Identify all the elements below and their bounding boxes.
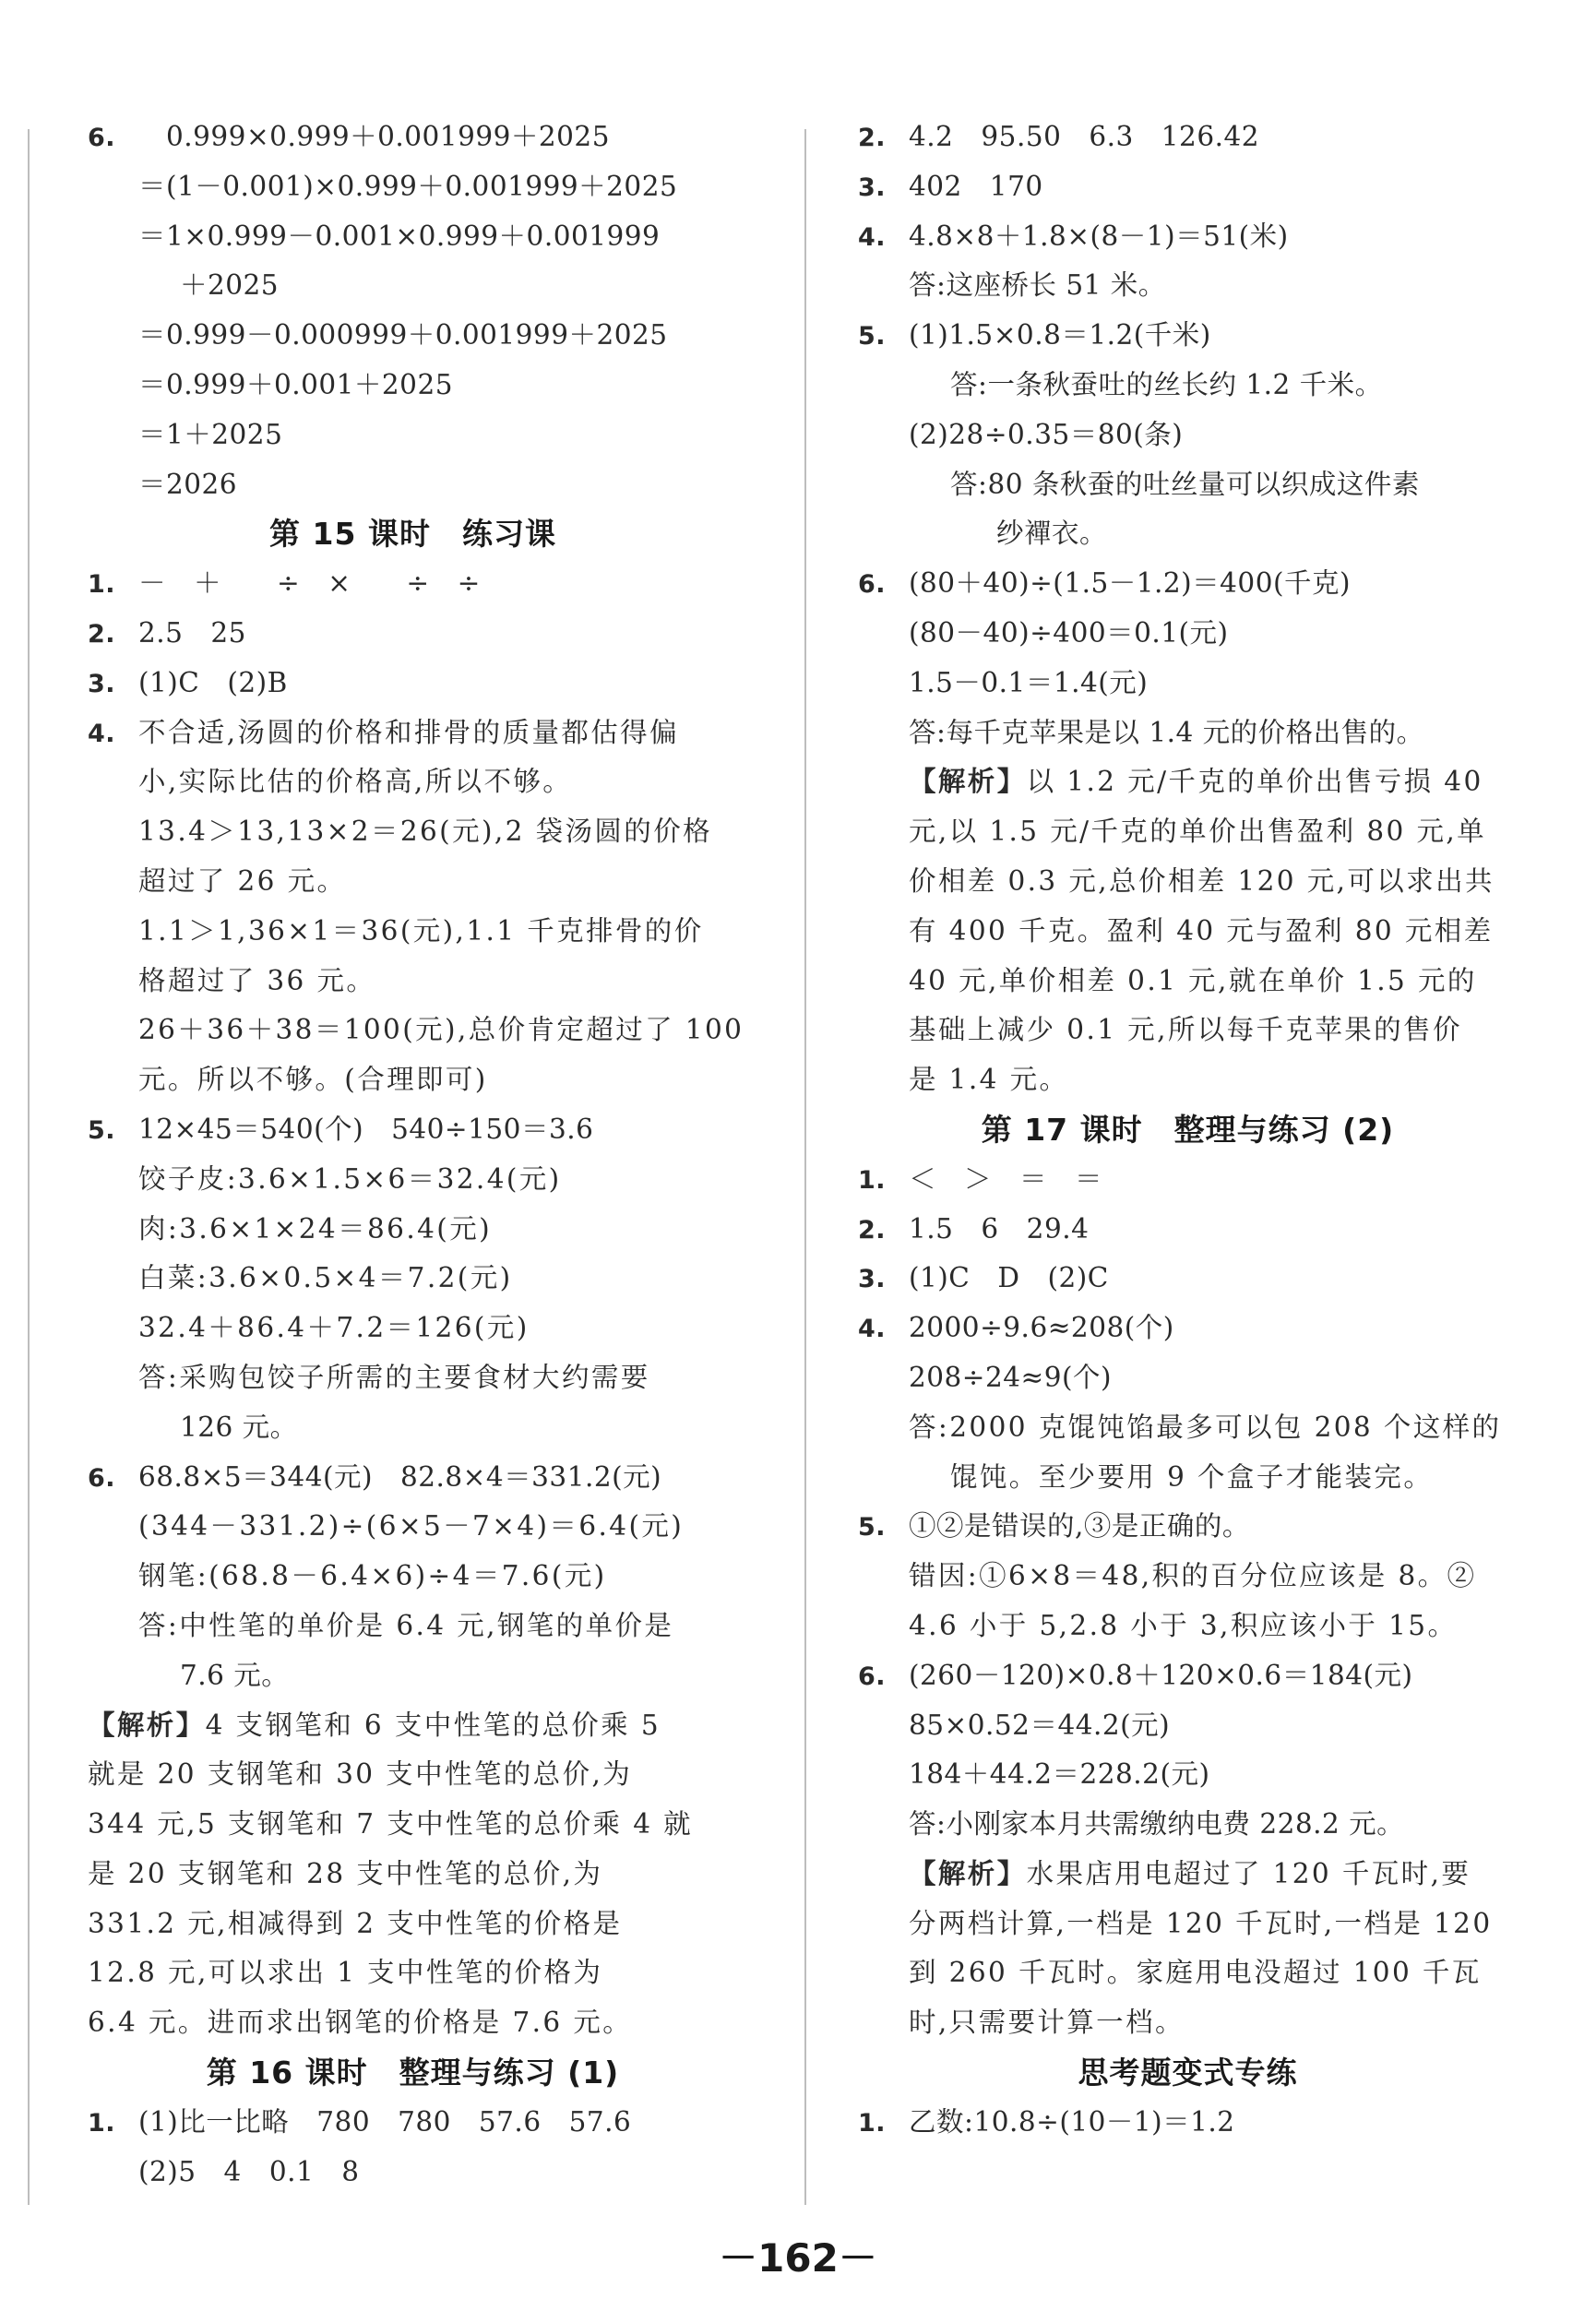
- answer-line: 1. － ＋ ÷ × ÷ ÷: [88, 559, 738, 609]
- answer-line: 错因:①6×8＝48,积的百分位应该是 8。②: [909, 1560, 1477, 1592]
- answer-line: 答:一条秋蚕吐的丝长约 1.2 千米。: [950, 368, 1383, 400]
- answer-line: ＝1＋2025: [138, 418, 283, 450]
- answer-line: 4. 2000÷9.6≈208(个): [858, 1304, 1518, 1353]
- answer-line: 4. 不合适,汤圆的价格和排骨的质量都估得偏: [88, 709, 738, 758]
- answer-line: 答:80 条秋蚕的吐丝量可以织成这件素: [950, 468, 1420, 500]
- answer-line: ＝0.999－0.000999＋0.001999＋2025: [138, 319, 668, 351]
- answer-line: 5. ①②是错误的,③是正确的。: [858, 1502, 1518, 1552]
- analysis-line: 344 元,5 支钢笔和 7 支中性笔的总价乘 4 就: [88, 1808, 694, 1840]
- question-number: 2.: [858, 1215, 887, 1245]
- analysis-tag: 【解析】: [88, 1709, 206, 1741]
- answer-line: 4.6 小于 5,2.8 小于 3,积应该小于 15。: [909, 1609, 1458, 1641]
- question-number: 2.: [88, 619, 116, 649]
- answer-line: ＝1×0.999－0.001×0.999＋0.001999: [138, 220, 661, 252]
- answer-line: 3. (1)C D (2)C: [858, 1254, 1518, 1304]
- answer-line: 小,实际比估的价格高,所以不够。: [138, 766, 573, 798]
- question-number: 6.: [858, 570, 887, 600]
- analysis-line: 6.4 元。进而求出钢笔的价格是 7.6 元。: [88, 2007, 633, 2039]
- answer-line: 2. 2.5 25: [88, 609, 738, 659]
- question-number: 6.: [88, 1463, 116, 1493]
- answer-line: 32.4＋86.4＋7.2＝126(元): [138, 1312, 530, 1344]
- answer-line: 格超过了 36 元。: [138, 964, 376, 996]
- answer-line: 超过了 26 元。: [138, 864, 347, 897]
- analysis-line: 331.2 元,相减得到 2 支中性笔的价格是: [88, 1907, 623, 1939]
- answer-line: 答:这座桥长 51 米。: [909, 269, 1166, 302]
- answer-line: 208÷24≈9(个): [909, 1361, 1113, 1393]
- section-heading: 第 17 课时 整理与练习 (2): [981, 1111, 1395, 1148]
- question-number: 5.: [858, 1513, 887, 1543]
- answer-line: 饺子皮:3.6×1.5×6＝32.4(元): [138, 1162, 562, 1195]
- answer-line: ＝(1－0.001)×0.999＋0.001999＋2025: [138, 170, 678, 202]
- analysis-line: 就是 20 支钢笔和 30 支中性笔的总价,为: [88, 1758, 633, 1791]
- analysis-tag: 【解析】: [909, 766, 1027, 798]
- question-number: 3.: [858, 1265, 887, 1294]
- answer-line: 6. (260－120)×0.8＋120×0.6＝184(元): [858, 1651, 1518, 1701]
- question-number: 4.: [858, 1315, 887, 1344]
- answer-line: 答:小刚家本月共需缴纳电费 228.2 元。: [909, 1808, 1405, 1840]
- answer-line: 85×0.52＝44.2(元): [909, 1709, 1171, 1741]
- question-number: 4.: [858, 222, 887, 252]
- answer-line: 4. 4.8×8＋1.8×(8－1)＝51(米): [858, 212, 1518, 262]
- answer-line: 元。所以不够。(合理即可): [138, 1064, 488, 1096]
- left-margin-rule: [28, 129, 30, 2205]
- analysis-line: 【解析】以 1.2 元/千克的单价出售亏损 40: [909, 766, 1483, 798]
- answer-line: 3. 402 170: [858, 162, 1518, 212]
- answer-line: 1. 乙数:10.8÷(10－1)＝1.2: [858, 2098, 1518, 2148]
- answer-line: 184＋44.2＝228.2(元): [909, 1758, 1210, 1791]
- answer-line: ＝0.999＋0.001＋2025: [138, 368, 453, 400]
- answer-line: 13.4＞13,13×2＝26(元),2 袋汤圆的价格: [138, 816, 713, 848]
- question-number: 3.: [88, 669, 116, 698]
- analysis-line: 【解析】4 支钢笔和 6 支中性笔的总价乘 5: [88, 1709, 661, 1741]
- analysis-line: 分两档计算,一档是 120 千瓦时,一档是 120: [909, 1907, 1493, 1939]
- question-number: 3.: [858, 173, 887, 202]
- answer-line: 馄饨。至少要用 9 个盒子才能装完。: [950, 1460, 1434, 1493]
- question-number: 5.: [858, 322, 887, 351]
- analysis-line: 【解析】水果店用电超过了 120 千瓦时,要: [909, 1857, 1471, 1889]
- analysis-line: 时,只需要计算一档。: [909, 2007, 1185, 2039]
- right-column: [858, 113, 1518, 2148]
- answer-line: 肉:3.6×1×24＝86.4(元): [138, 1212, 492, 1245]
- column-divider: [804, 129, 806, 2205]
- analysis-line: 40 元,单价相差 0.1 元,就在单价 1.5 元的: [909, 964, 1477, 996]
- analysis-line: 是 1.4 元。: [909, 1064, 1069, 1096]
- answer-line: 1. ＜ ＞ ＝ ＝: [858, 1155, 1518, 1205]
- question-number: 4.: [88, 719, 116, 748]
- answer-line: 6. 0.999×0.999＋0.001999＋2025: [88, 113, 738, 162]
- answer-line: 答:2000 克馄饨馅最多可以包 208 个这样的: [909, 1411, 1502, 1443]
- question-number: 1.: [858, 1165, 887, 1195]
- analysis-line: 基础上减少 0.1 元,所以每千克苹果的售价: [909, 1014, 1462, 1046]
- answer-line: 1. (1)比一比略 780 780 57.6 57.6: [88, 2098, 738, 2148]
- answer-line: 6. 68.8×5＝344(元) 82.8×4＝331.2(元): [88, 1453, 738, 1503]
- answer-line: 答:中性笔的单价是 6.4 元,钢笔的单价是: [138, 1609, 674, 1641]
- answer-line: (2)28÷0.35＝80(条): [909, 418, 1184, 450]
- section-heading: 思考题变式专练: [1078, 2055, 1298, 2091]
- answer-line: ＋2025: [180, 269, 280, 302]
- section-heading: 第 15 课时 练习课: [269, 516, 556, 553]
- page-number: －162－: [719, 2235, 877, 2281]
- analysis-line: 到 260 千瓦时。家庭用电没超过 100 千瓦: [909, 1957, 1482, 1989]
- answer-line: 3. (1)C (2)B: [88, 659, 738, 709]
- answer-line: 26＋36＋38＝100(元),总价肯定超过了 100: [138, 1014, 744, 1046]
- answer-line: 答:采购包饺子所需的主要食材大约需要: [138, 1361, 650, 1393]
- answer-line: (2)5 4 0.1 8: [138, 2155, 360, 2187]
- answer-line: 1.1＞1,36×1＝36(元),1.1 千克排骨的价: [138, 914, 704, 947]
- answer-line: 白菜:3.6×0.5×4＝7.2(元): [138, 1262, 513, 1294]
- question-number: 1.: [88, 570, 116, 600]
- answer-line: 5. 12×45＝540(个) 540÷150＝3.6: [88, 1105, 738, 1155]
- analysis-line: 元,以 1.5 元/千克的单价出售盈利 80 元,单: [909, 816, 1487, 848]
- analysis-line: 12.8 元,可以求出 1 支中性笔的价格为: [88, 1957, 603, 1989]
- question-number: 6.: [858, 1662, 887, 1691]
- question-number: 1.: [858, 2108, 887, 2138]
- question-number: 2.: [858, 124, 887, 152]
- question-number: 6.: [88, 124, 116, 152]
- analysis-line: 是 20 支钢笔和 28 支中性笔的总价,为: [88, 1857, 603, 1889]
- answer-line: 纱襌衣。: [996, 518, 1108, 550]
- answer-line: 钢笔:(68.8－6.4×6)÷4＝7.6(元): [138, 1560, 607, 1592]
- answer-line: 126 元。: [180, 1411, 298, 1443]
- section-heading: 第 16 课时 整理与练习 (1): [206, 2055, 620, 2091]
- answer-line: 2. 1.5 6 29.4: [858, 1205, 1518, 1255]
- answer-line: 5. (1)1.5×0.8＝1.2(千米): [858, 311, 1518, 361]
- question-number: 5.: [88, 1115, 116, 1145]
- answer-line: (80－40)÷400＝0.1(元): [909, 616, 1229, 649]
- analysis-tag: 【解析】: [909, 1857, 1027, 1889]
- answer-line: 7.6 元。: [180, 1659, 290, 1691]
- left-column: [88, 113, 744, 2197]
- answer-line: 答:每千克苹果是以 1.4 元的价格出售的。: [909, 716, 1424, 748]
- question-number: 1.: [88, 2108, 116, 2138]
- analysis-line: 有 400 千克。盈利 40 元与盈利 80 元相差: [909, 914, 1494, 947]
- answer-line: 6. (80＋40)÷(1.5－1.2)＝400(千克): [858, 559, 1518, 609]
- analysis-line: 价相差 0.3 元,总价相差 120 元,可以求出共: [909, 864, 1495, 897]
- answer-line: 2. 4.2 95.50 6.3 126.42: [858, 113, 1518, 162]
- answer-line: (344－331.2)÷(6×5－7×4)＝6.4(元): [138, 1510, 685, 1543]
- answer-line: ＝2026: [138, 468, 238, 500]
- answer-line: 1.5－0.1＝1.4(元): [909, 666, 1149, 698]
